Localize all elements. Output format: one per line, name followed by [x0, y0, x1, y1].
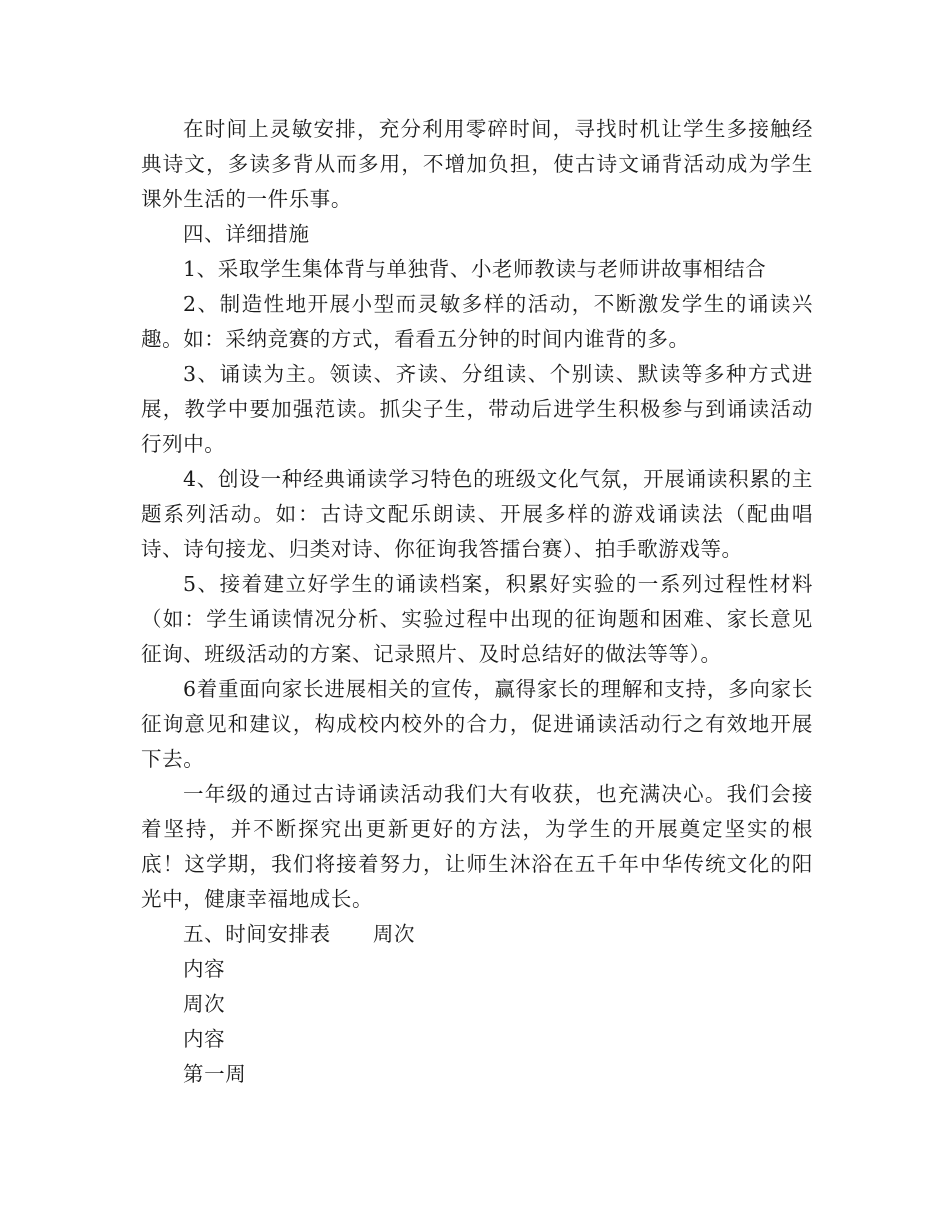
section-heading-measures: 四、详细措施 [183, 222, 310, 246]
paragraph-measure-3: 3、诵读为主。领读、齐读、分组读、个别读、默读等多种方式进展，教学中要加强范读。抓尖子生，带动后进学生积极参与到诵读活动行列中。 [141, 362, 813, 456]
paragraph-summary: 一年级的通过古诗诵读活动我们大有收获，也充满决心。我们会接着坚持，并不断探究出更新更好的方法，为学生的开展奠定坚实的根底！这学期，我们将接着努力，让师生沐浴在五千年中华传统文化的阳光中，健康幸福地成长。 [141, 782, 813, 911]
document-body [141, 112, 813, 1092]
schedule-header-content-2: 内容 [183, 1027, 226, 1051]
paragraph-measure-5: 5、接着建立好学生的诵读档案，积累好实验的一系列过程性材料（如：学生诵读情况分析、实验过程中出现的征询题和困难、家长意见征询、班级活动的方案、记录照片、及时总结好的做法等等）。 [141, 572, 813, 666]
paragraph-measure-2: 2、制造性地开展小型而灵敏多样的活动，不断激发学生的诵读兴趣。如：采纳竞赛的方式，看看五分钟的时间内谁背的多。 [141, 292, 813, 351]
paragraph-measure-4: 4、创设一种经典诵读学习特色的班级文化气氛，开展诵读积累的主题系列活动。如：古诗文配乐朗读、开展多样的游戏诵读法（配曲唱诗、诗句接龙、归类对诗、你征询我答擂台赛）、拍手歌游戏等。 [141, 467, 813, 561]
paragraph-time-arrangement: 在时间上灵敏安排，充分利用零碎时间，寻找时机让学生多接触经典诗文，多读多背从而多用，不增加负担，使古诗文诵背活动成为学生课外生活的一件乐事。 [141, 117, 813, 211]
section-heading-schedule: 五、时间安排表 周次 [183, 922, 416, 946]
schedule-row-week-1: 第一周 [183, 1062, 247, 1086]
paragraph-measure-1: 1、采取学生集体背与单独背、小老师教读与老师讲故事相结合 [183, 257, 767, 281]
schedule-header-content: 内容 [183, 957, 226, 981]
paragraph-measure-6: 6着重面向家长进展相关的宣传，赢得家长的理解和支持，多向家长征询意见和建议，构成校内校外的合力，促进诵读活动行之有效地开展下去。 [141, 677, 813, 771]
schedule-header-week: 周次 [183, 992, 226, 1016]
